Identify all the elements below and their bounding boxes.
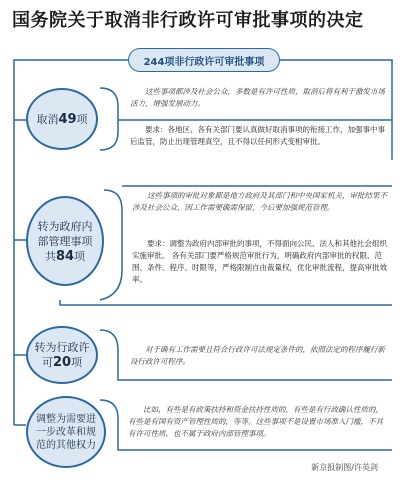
category-cancel-label: 取消 xyxy=(36,112,59,126)
category-internal-unit: 项 xyxy=(74,249,86,263)
category-internal-management xyxy=(26,196,104,286)
category-reform-label: 调整为需要进一步改革和规范的其他权力 xyxy=(36,413,96,451)
category-internal-count: 84 xyxy=(55,248,75,264)
category-reform-description: 比如，有些是有政策扶持和资金扶持性质的，有些是有行政确认性质的，有些是有国有资产管理性质的，等等。这些事项不是设置市场准入门槛，不具有许可性质，也不属于政府内部管理事项。 xyxy=(128,405,383,438)
category-license-unit: 项 xyxy=(71,356,83,369)
category-cancel-description: 这些事项都涉及社会公众，多数是有许可性质，取消后将有利于激发市场活力，增强发展动力。 xyxy=(130,87,385,108)
category-license-count: 20 xyxy=(52,355,72,370)
category-internal-requirement: 要求：调整为政府内部审批的事项，不得面向公民、法人和其他社会组织实施审批。 各有关部门要严格规范审批行为，明确政府内部审批的权限、范围、条件、程序、时限等，严格限制自由裁量权，优化审批流程，提高审批效率。 xyxy=(132,239,387,284)
category-cancel xyxy=(26,88,98,150)
bracket-1 xyxy=(100,88,118,150)
category-cancel-unit: 项 xyxy=(76,112,88,126)
category-internal-label: 转为政府内部管理事项共 xyxy=(37,219,93,263)
page-title: 国务院关于取消非行政许可审批事项的决定 xyxy=(12,10,364,31)
category-cancel-requirement: 要求：各地区、各有关部门要认真做好取消事项的衔接工作，加强事中事后监管，防止出现管理真空，且不得以任何形式变相审批。 xyxy=(130,125,385,146)
category-cancel-count: 49 xyxy=(58,111,77,127)
category-administrative-license xyxy=(26,326,98,384)
category-further-reform xyxy=(26,396,106,468)
category-license-label: 转为行政许可 xyxy=(34,341,90,369)
category-license-description: 对于确有工作需要且符合行政许可法规定条件的，依照法定的程序履行新设行政许可程序。 xyxy=(130,345,385,366)
total-items-banner: 244项非行政许可审批事项 xyxy=(128,48,280,72)
bracket-2-bottom xyxy=(60,300,392,305)
graphic-credit: 新京报制图/许英剑 xyxy=(311,463,378,472)
category-internal-description: 这些事项的审批对象都是地方政府及其部门和中央国家机关，审批结果不涉及社会公众，因工作需要确需保留，今后要加强规范管理。 xyxy=(132,191,387,212)
